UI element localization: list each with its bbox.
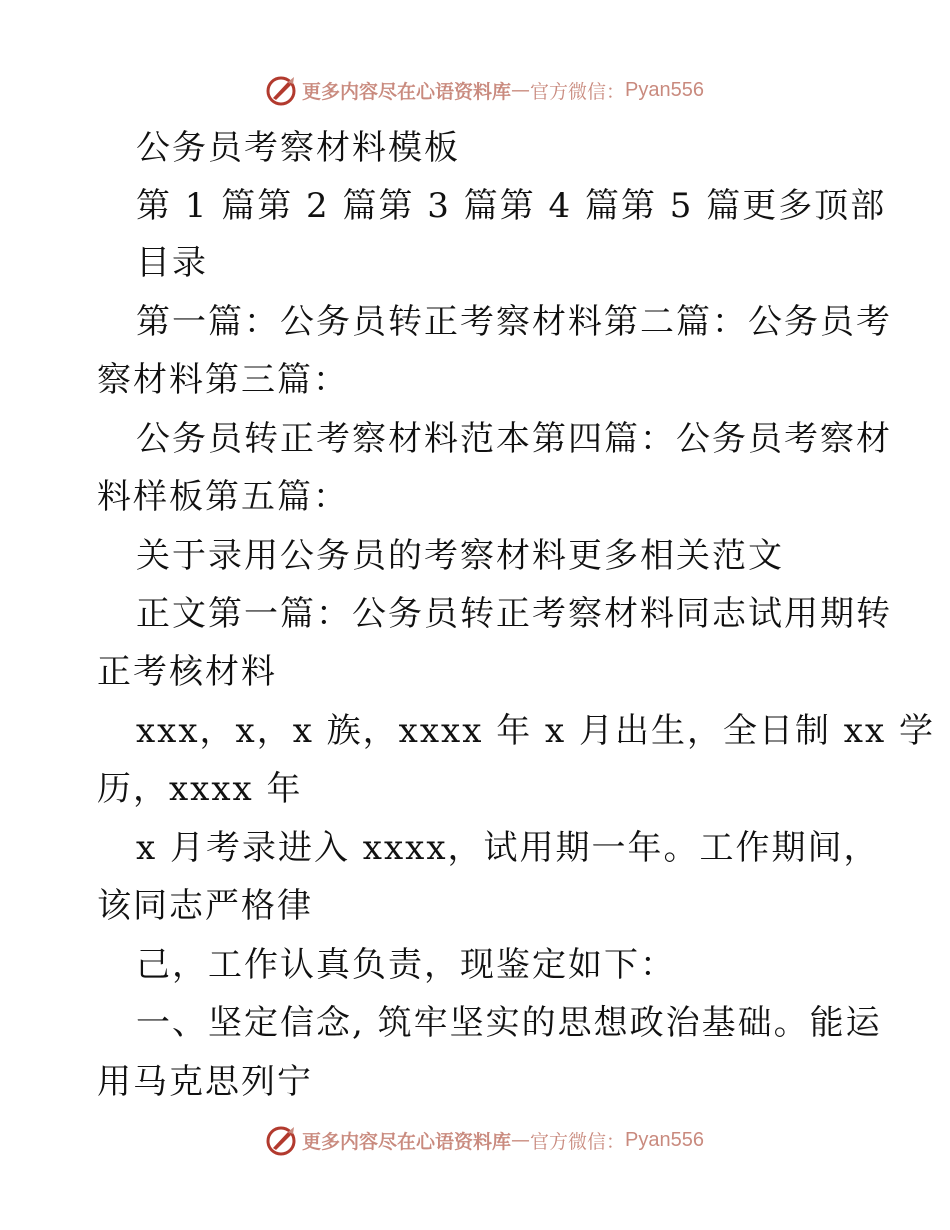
banner-wechat-id: Pyan556 [625,78,704,101]
banner-wechat-id: Pyan556 [625,1128,704,1151]
toc-line: 料样板第五篇： [97,477,349,517]
section-nav-line: 第 1 篇第 2 篇第 3 篇第 4 篇第 5 篇更多顶部 [136,186,887,226]
banner-title: 更多内容尽在心语资料库 [302,1130,512,1153]
body-paragraph-line: 用马克思列宁 [97,1062,313,1102]
banner-content [264,1123,704,1157]
body-paragraph-line: 一、坚定信念, 筑牢坚实的思想政治基础。能运 [136,1003,882,1043]
body-paragraph-line: 历，xxxx 年 [97,769,303,809]
banner-subtitle: 官方微信： [530,80,626,103]
body-paragraph-line: 己，工作认真负责，现鉴定如下： [136,945,676,985]
banner-dash: — [511,1129,531,1151]
toc-line: 第一篇：公务员转正考察材料第二篇：公务员考 [136,302,892,342]
banner-content [264,73,704,107]
body-paragraph-line: 该同志严格律 [97,886,313,926]
banner-subtitle: 官方微信： [530,1130,626,1153]
banner-title: 更多内容尽在心语资料库 [302,80,512,103]
body-paragraph-line: x 月考录进入 xxxx，试用期一年。工作期间， [136,828,880,868]
footer-banner [0,1120,950,1160]
toc-line: 关于录用公务员的考察材料更多相关范文 [136,536,784,576]
header-banner [0,70,950,110]
quill-logo-icon [264,73,298,107]
body-paragraph-line: 正考核材料 [97,652,277,692]
quill-logo-icon [264,1123,298,1157]
toc-heading: 目录 [136,243,208,283]
body-paragraph-line: xxx，x，x 族，xxxx 年 x 月出生，全日制 xx 学 [136,711,935,751]
banner-dash: — [511,79,531,101]
document-title: 公务员考察材料模板 [136,128,460,168]
toc-line: 公务员转正考察材料范本第四篇：公务员考察材 [136,419,892,459]
toc-line: 察材料第三篇： [97,360,349,400]
body-paragraph-line: 正文第一篇：公务员转正考察材料同志试用期转 [136,594,892,634]
